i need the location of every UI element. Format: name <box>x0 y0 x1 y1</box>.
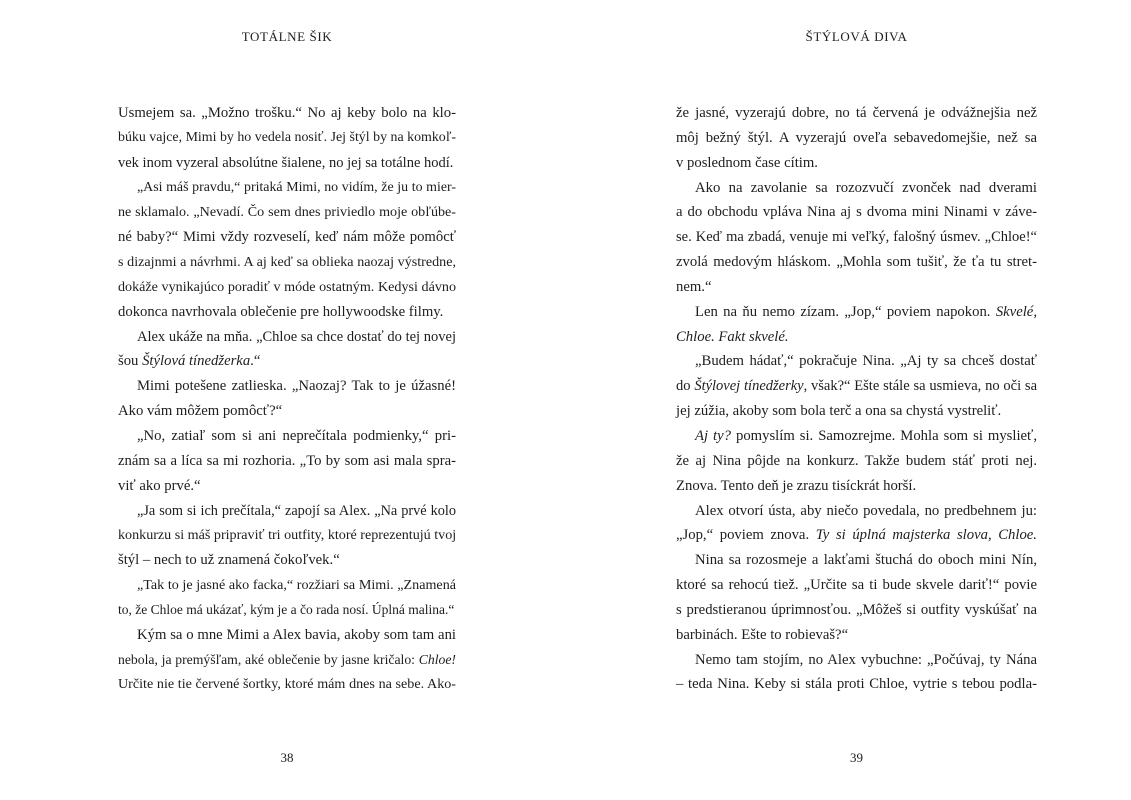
text-run: že jasné, vyzerajú dobre, no tá červená je odvážnejšia než <box>676 105 1037 121</box>
text-run: s dizajnmi a návrhmi. A aj keď sa oblieka naozaj výstredne, <box>118 254 456 271</box>
text-run: zvolá medovým hláskom. „Mohla som tušiť, že ťa tu stret- <box>676 254 1037 271</box>
text-line <box>118 623 456 648</box>
text-line <box>118 374 456 399</box>
text-line <box>676 374 1037 399</box>
text-run: to, že Chloe má ukázať, kým je a čo rada nosí. Úplná malina.“ <box>118 601 455 617</box>
text-run: štýl – nech to už znamená čokoľvek.“ <box>118 552 340 569</box>
text-run: konkurzu si máš pripraviť tri outfity, ktoré reprezentujú tvoj <box>118 527 457 544</box>
text-line <box>676 474 1037 499</box>
text-line <box>118 176 456 201</box>
text-line <box>118 275 456 300</box>
text-run: „Ja som si ich prečítala,“ zapojí sa Alex. „Na prvé kolo <box>137 502 456 519</box>
text-line <box>118 474 456 499</box>
text-run: „Tak to je jasné ako facka,“ rozžiari sa Mimi. „Znamená <box>137 577 456 594</box>
text-run: ne sklamalo. „Nevadí. Čo sem dnes priviedlo moje obľúbe- <box>118 204 456 221</box>
text-run: „Jop,“ poviem znova. <box>676 527 816 544</box>
text-run: „Asi máš pravdu,“ pritaká Mimi, no vidím, že ju to mier- <box>137 179 456 195</box>
text-line <box>676 548 1037 573</box>
text-line <box>676 499 1037 524</box>
text-run: Nemo tam stojím, no Alex vybuchne: „Počúvaj, ty Nána <box>695 651 1037 668</box>
page-body <box>676 101 1037 697</box>
text-line <box>118 200 456 225</box>
text-run: pomyslím si. Samozrejme. Mohla som si myslieť, <box>731 427 1038 444</box>
text-run: Alex otvorí ústa, aby niečo povedala, no predbehnem ju: <box>695 502 1037 519</box>
text-line <box>118 101 456 126</box>
text-line <box>118 499 456 524</box>
text-line <box>118 399 456 424</box>
text-run: dokáže vynikajúco poradiť v móde ostatným. Kedysi dávno <box>118 278 456 295</box>
text-run: Ako na zavolanie sa rozozvučí zvonček nad dverami <box>695 179 1037 196</box>
text-line <box>676 250 1037 275</box>
text-run: môj bežný štýl. A vyzerajú oveľa sebavedomejšie, než sa <box>676 129 1037 146</box>
text-run: Znova. Tento deň je zrazu tisíckrát horší. <box>676 477 917 494</box>
text-run: Určite nie tie červené šortky, ktoré mám dnes na sebe. Ako- <box>118 676 456 693</box>
text-run: .“ <box>250 353 261 370</box>
text-run: ktoré sa rehocú tiež. „Určite sa ti bude skvele dariť!“ povie <box>676 577 1037 594</box>
text-run: dokonca navrhovala oblečenie pre hollywoodske filmy. <box>118 303 444 320</box>
italic-text: Skvelé, <box>995 303 1037 320</box>
text-line <box>676 126 1037 151</box>
text-line <box>676 349 1037 374</box>
text-line <box>676 399 1037 424</box>
right-page <box>676 0 1037 800</box>
italic-text: Chloe. Fakt skvelé. <box>676 328 789 345</box>
text-line <box>118 225 456 250</box>
text-run: nem.“ <box>676 278 712 295</box>
text-line <box>676 176 1037 201</box>
text-run: Alex ukáže na mňa. „Chloe sa chce dostať do tej novej <box>137 328 456 345</box>
text-run: do <box>676 378 695 395</box>
text-run: „No, zatiaľ som si ani neprečítala podmienky,“ pri- <box>137 427 456 444</box>
text-line <box>118 126 456 151</box>
text-run: že aj Nina pôjde na konkurz. Takže budem stáť proti nej. <box>676 452 1037 469</box>
text-line <box>676 275 1037 300</box>
text-line <box>676 598 1037 623</box>
running-header: ŠTÝLOVÁ DIVA <box>805 29 908 44</box>
text-line <box>118 449 456 474</box>
text-line <box>676 151 1037 176</box>
italic-text: Chloe! <box>418 651 456 667</box>
italic-text: Štýlová tínedžerka <box>142 353 251 370</box>
page-number: 39 <box>850 750 863 765</box>
text-line <box>676 200 1037 225</box>
text-run: barbinách. Ešte to robievaš?“ <box>676 626 849 643</box>
text-line <box>676 648 1037 673</box>
text-run: v poslednom čase cítim. <box>676 154 818 171</box>
text-run: a do obchodu vpláva Nina aj s dvoma mini Ninami v záve- <box>676 204 1037 221</box>
text-line <box>118 151 456 176</box>
text-run: nebola, ja premýšľam, aké oblečenie by jasne kričalo: <box>118 651 419 667</box>
left-page <box>118 0 456 800</box>
text-line <box>118 648 456 673</box>
text-line <box>118 573 456 598</box>
text-run: Ako vám môžem pomôcť?“ <box>118 403 283 420</box>
text-run: Mimi potešene zatlieska. „Naozaj? Tak to je úžasné! <box>137 378 456 395</box>
italic-text: Ty si úplná majsterka slova, Chloe. <box>815 527 1037 544</box>
text-run: „Budem hádať,“ pokračuje Nina. „Aj ty sa chceš dostať <box>695 353 1037 370</box>
text-line <box>118 349 456 374</box>
italic-text: Štýlovej tínedžerky <box>694 378 804 395</box>
text-line <box>118 424 456 449</box>
text-run: Len na ňu nemo zízam. „Jop,“ poviem napokon. <box>695 303 996 320</box>
text-line <box>118 523 456 548</box>
text-run: šou <box>118 353 143 370</box>
text-run: s predstieranou úprimnosťou. „Môžeš si outfity vyskúšať na <box>676 601 1037 618</box>
text-line <box>118 548 456 573</box>
text-run: viť ako prvé.“ <box>118 477 201 494</box>
text-run: vek inom vyzeral absolútne šialene, no jej sa totálne hodí. <box>118 154 454 171</box>
text-run: jej zúžia, akoby som bola terč a ona sa chystá vystreliť. <box>676 403 1002 420</box>
text-line <box>676 325 1037 350</box>
text-run: znám sa a líca sa mi rozhoria. „To by som asi mala spra- <box>118 452 456 469</box>
text-run: búku vajce, Mimi by ho vedela nosiť. Jej štýl by na komkoľ- <box>118 129 456 145</box>
text-line <box>676 523 1037 548</box>
text-line <box>676 424 1037 449</box>
running-header: TOTÁLNE ŠIK <box>241 29 333 44</box>
text-line <box>676 573 1037 598</box>
text-line <box>676 101 1037 126</box>
italic-text: Aj ty? <box>695 427 731 444</box>
text-line <box>676 623 1037 648</box>
text-line <box>118 598 456 623</box>
text-run: Nina sa rozosmeje a lakťami štuchá do oboch mini Nín, <box>695 552 1037 569</box>
page-body <box>118 101 456 697</box>
text-run: se. Keď ma zbadá, venuje mi veľký, falošný úsmev. „Chloe!“ <box>676 229 1037 246</box>
text-line <box>676 225 1037 250</box>
text-run: Kým sa o mne Mimi a Alex bavia, akoby som tam ani <box>137 626 456 643</box>
text-run: , však?“ Ešte stále sa usmieva, no oči sa <box>803 378 1038 395</box>
text-run: Usmejem sa. „Možno trošku.“ No aj keby bolo na klo- <box>118 105 456 121</box>
text-run: – teda Nina. Keby si stála proti Chloe, vytrie s tebou podla- <box>676 676 1037 693</box>
text-line <box>118 672 456 697</box>
text-line <box>118 325 456 350</box>
text-line <box>118 250 456 275</box>
text-line <box>676 672 1037 697</box>
page-number: 38 <box>280 750 294 765</box>
text-line <box>676 300 1037 325</box>
text-line <box>676 449 1037 474</box>
text-line <box>118 300 456 325</box>
text-run: né baby?“ Mimi vždy rozveselí, keď nám môže pomôcť <box>118 229 456 246</box>
